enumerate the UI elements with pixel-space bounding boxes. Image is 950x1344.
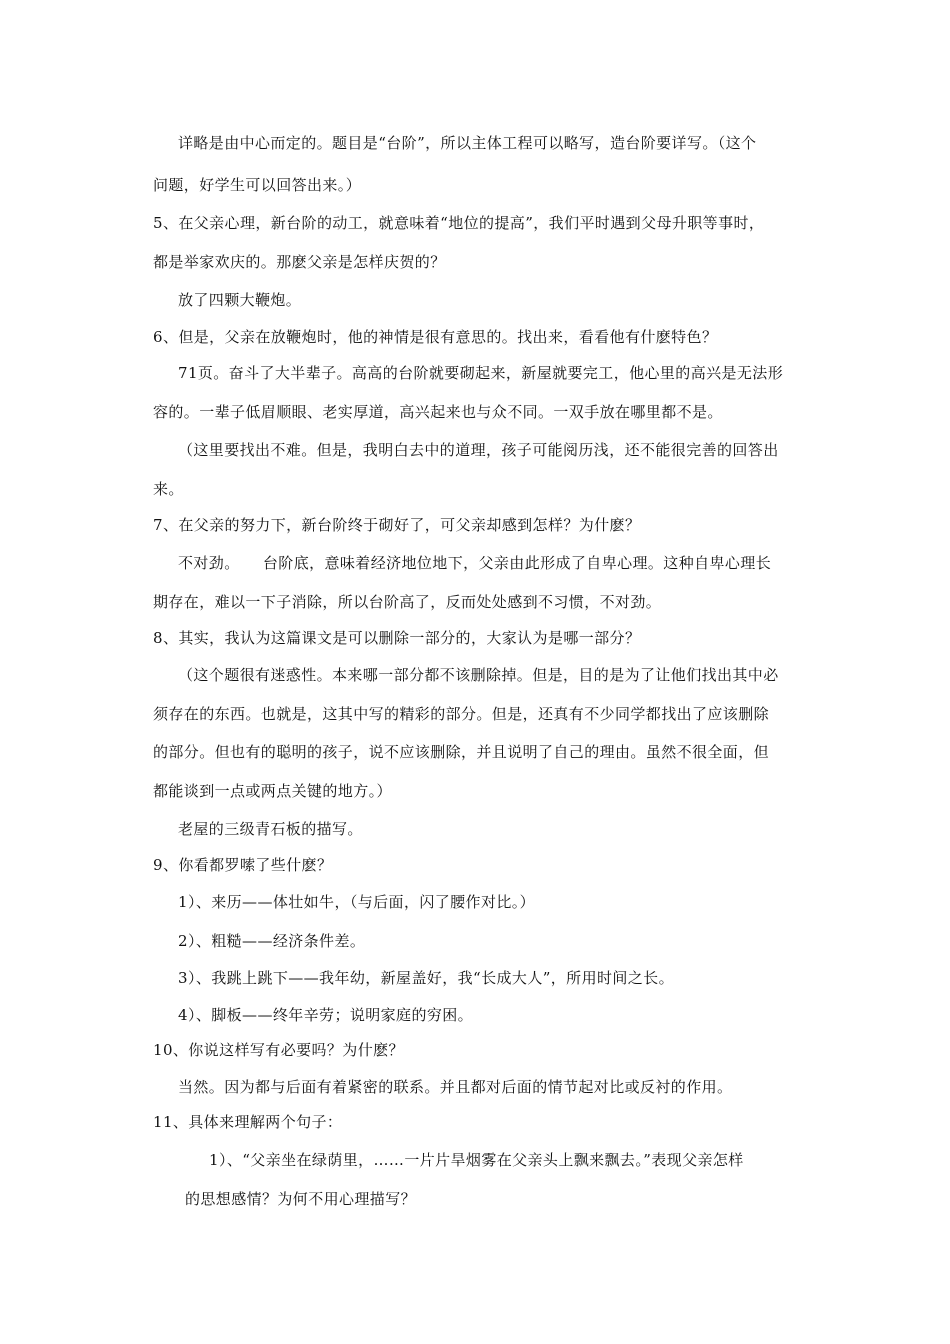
text-line: 7、在父亲的努力下，新台阶终于砌好了，可父亲却感到怎样？为什麽？ (153, 516, 641, 534)
text-line: 老屋的三级青石板的描写。 (178, 820, 363, 838)
text-line: 71页。奋斗了大半辈子。高高的台阶就要砌起来，新屋就要完工，他心里的高兴是无法形 (178, 364, 784, 382)
text-line: 详略是由中心而定的。题目是“台阶”，所以主体工程可以略写，造台阶要详写。（这个 (178, 134, 757, 152)
text-line: 1）、来历——体壮如牛，（与后面，闪了腰作对比。） (178, 893, 536, 911)
text-line: 2）、粗糙——经济条件差。 (178, 932, 366, 950)
text-line: 须存在的东西。也就是，这其中写的精彩的部分。但是，还真有不少同学都找出了应该删除 (153, 705, 770, 723)
text-line: 不对劲。 台阶底，意味着经济地位地下，父亲由此形成了自卑心理。这种自卑心理长 (178, 554, 772, 572)
text-line: 3）、我跳上跳下——我年幼，新屋盖好，我“长成大人”，所用时间之长。 (178, 969, 674, 987)
text-line: 4）、脚板——终年辛劳；说明家庭的穷困。 (178, 1006, 474, 1024)
text-line: 来。 (153, 480, 184, 498)
text-line: （这个题很有迷惑性。本来哪一部分都不该删除掉。但是，目的是为了让他们找出其中必 (178, 666, 779, 684)
text-line: （这里要找出不难。但是，我明白去中的道理，孩子可能阅历浅，还不能很完善的回答出 (178, 441, 779, 459)
text-line: 问题，好学生可以回答出来。） (153, 176, 362, 194)
text-line: 8、其实，我认为这篇课文是可以删除一部分的，大家认为是哪一部分？ (153, 629, 641, 647)
text-line: 都能谈到一点或两点关键的地方。） (153, 782, 392, 800)
text-line: 都是举家欢庆的。那麽父亲是怎样庆贺的？ (153, 253, 446, 271)
text-line: 5、在父亲心理，新台阶的动工，就意味着“地位的提高”，我们平时遇到父母升职等事时， (153, 214, 765, 232)
text-line: 容的。一辈子低眉顺眼、老实厚道，高兴起来也与众不同。一双手放在哪里都不是。 (153, 403, 723, 421)
text-line: 10、你说这样写有必要吗？为什麽？ (153, 1041, 404, 1059)
text-line: 放了四颗大鞭炮。 (178, 291, 302, 309)
text-line: 6、但是，父亲在放鞭炮时，他的神情是很有意思的。找出来，看看他有什麽特色？ (153, 328, 718, 346)
text-line: 的思想感情？为何不用心理描写？ (185, 1190, 417, 1208)
text-line: 的部分。但也有的聪明的孩子，说不应该删除，并且说明了自己的理由。虽然不很全面，但 (153, 743, 770, 761)
text-line: 9、你看都罗嗦了些什麽？ (153, 856, 333, 874)
text-line: 11、具体来理解两个句子： (153, 1113, 343, 1131)
text-line: 期存在，难以一下子消除，所以台阶高了，反而处处感到不习惯，不对劲。 (153, 593, 662, 611)
text-line: 当然。因为都与后面有着紧密的联系。并且都对后面的情节起对比或反衬的作用。 (178, 1078, 733, 1096)
text-line: 1）、“父亲坐在绿荫里，……一片片旱烟雾在父亲头上飘来飘去。”表现父亲怎样 (209, 1151, 744, 1169)
